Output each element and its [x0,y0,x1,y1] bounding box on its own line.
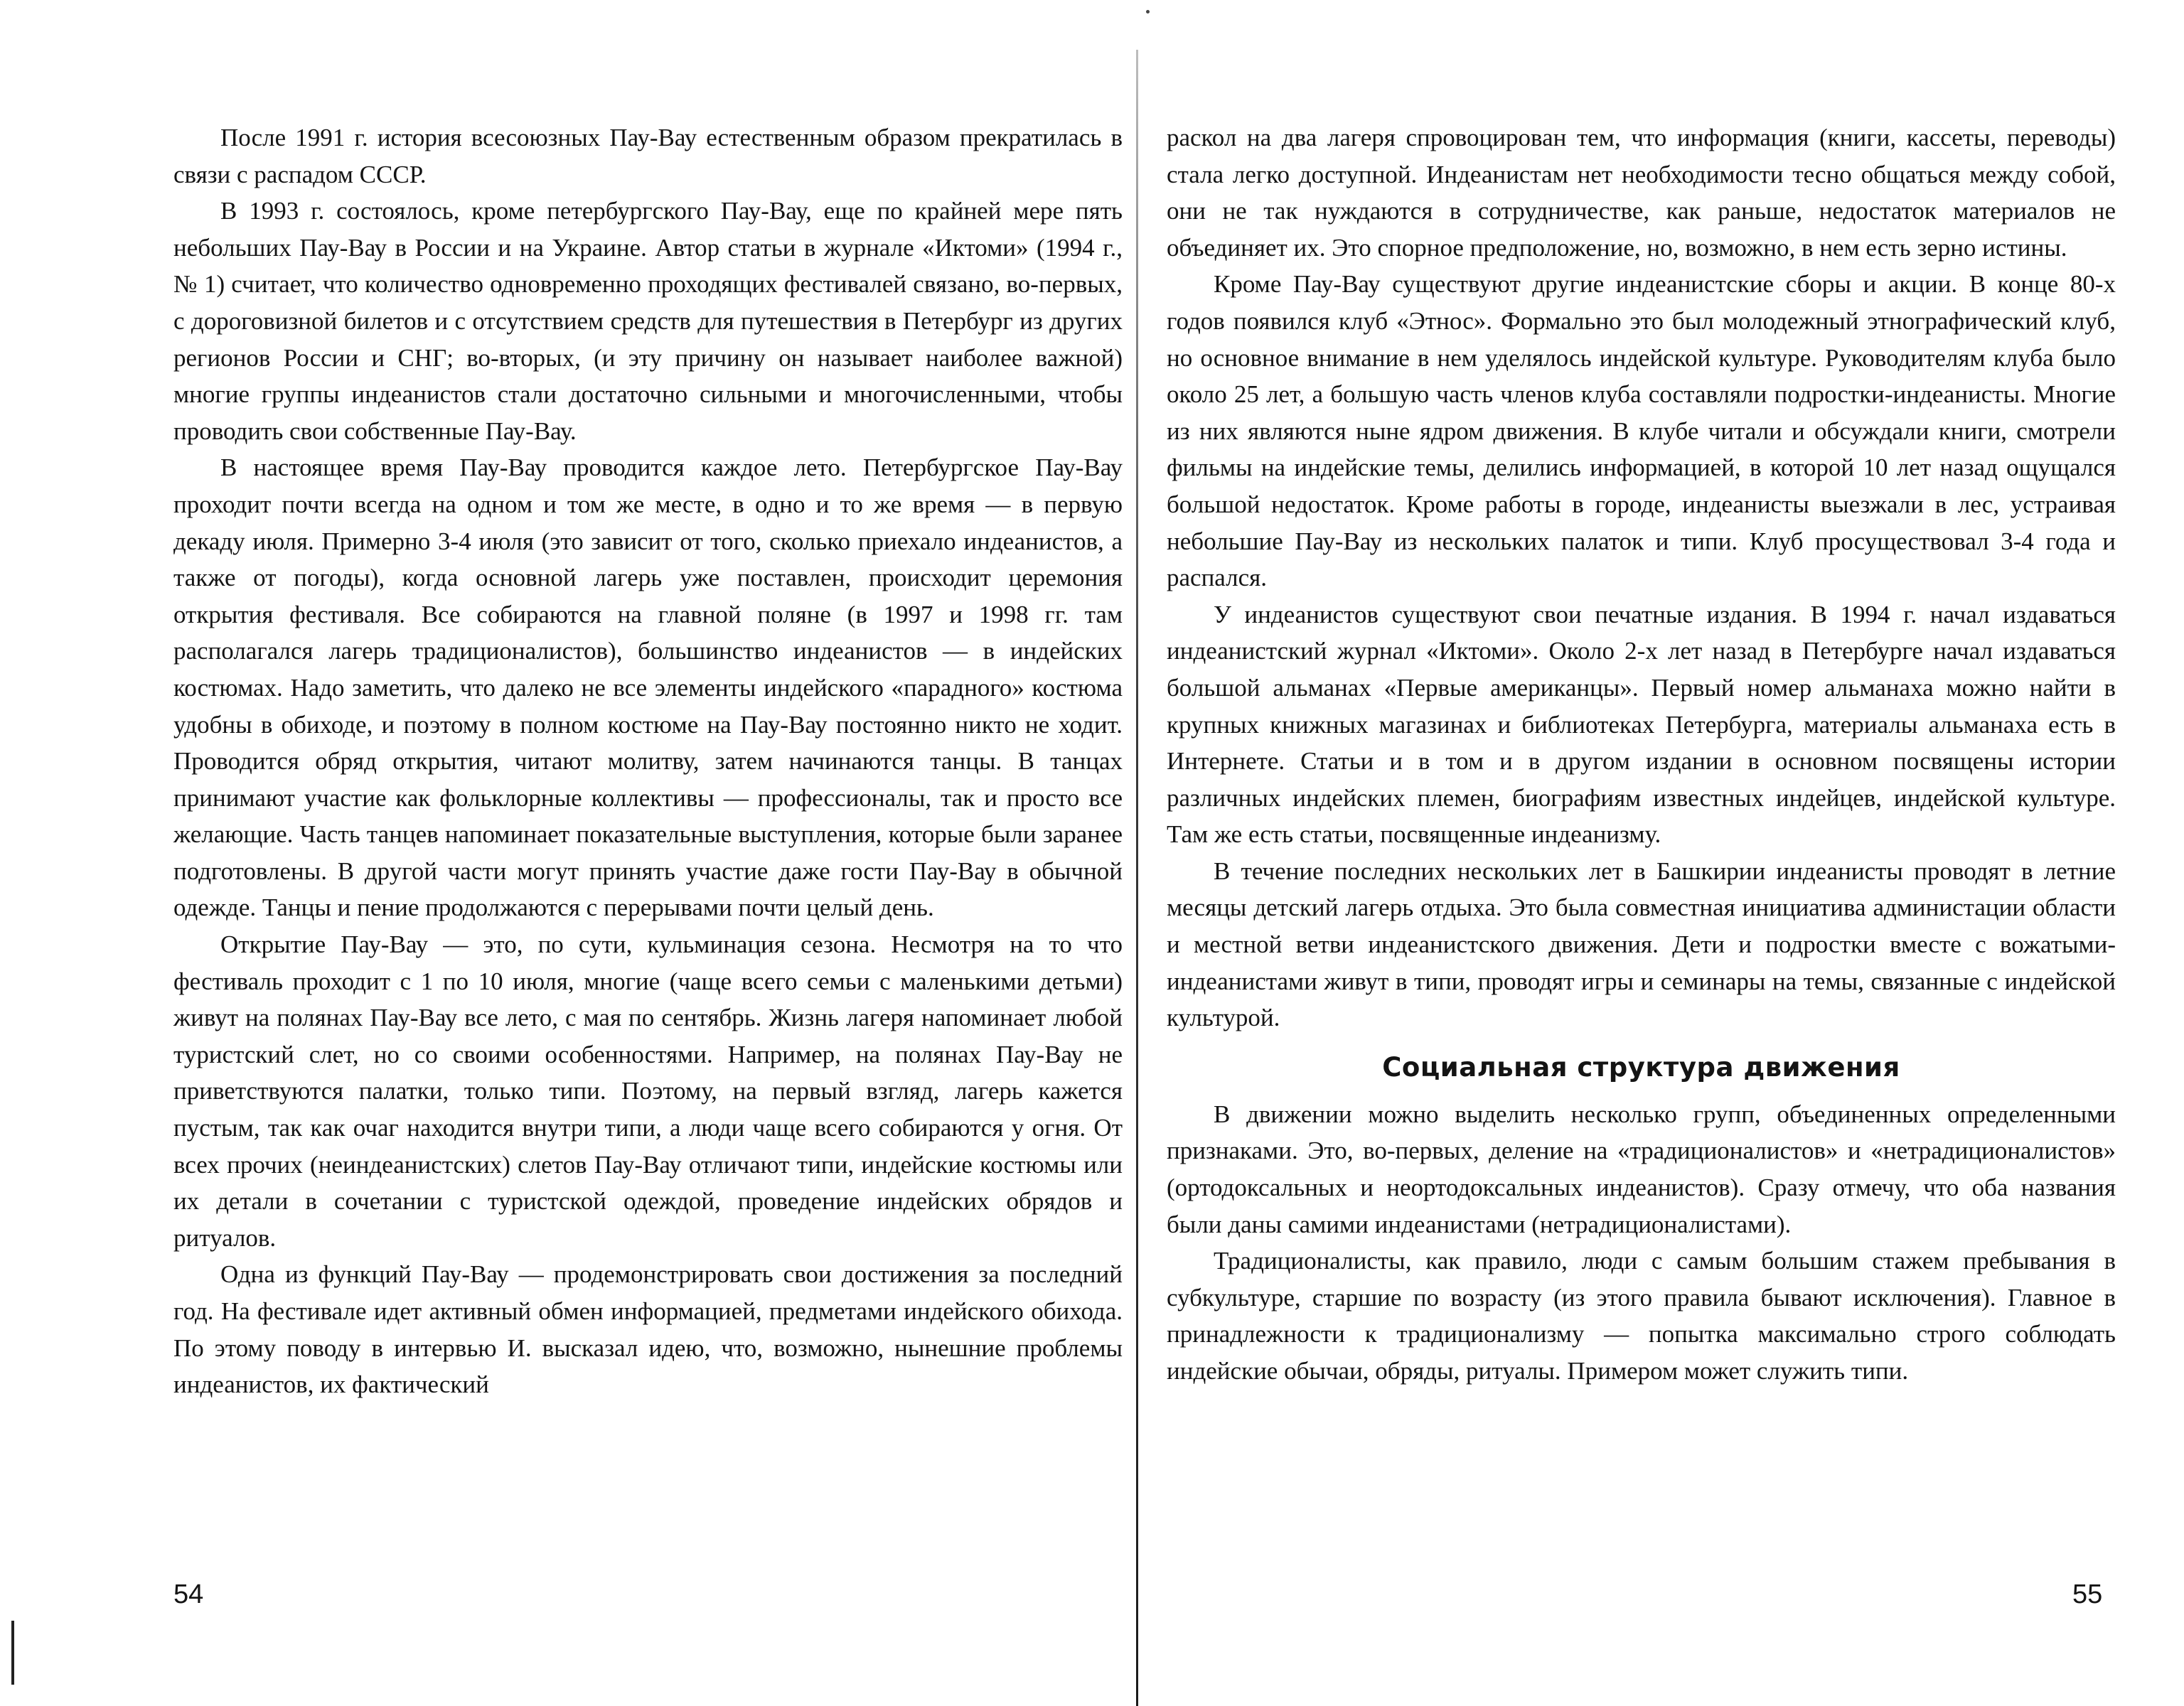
paragraph: раскол на два лагеря спровоцирован тем, что информация (книги, кассеты, переводы) стала легко доступной. Индеанистам нет необходимости тесно общаться между собой, они не так нуждаются в сотрудничестве, как раньше, недостаток материалов не объединяет их. Это спорное предположение, но, возможно, в нем есть зерно истины. [1167,124,2116,262]
book-gutter [1136,50,1138,1706]
paragraph: У индеанистов существуют свои печатные издания. В 1994 г. начал издаваться индеанистский журнал «Иктоми». Около 2-х лет назад в Петербурге начал издаваться большой альманах «Первые американцы». Первый номер альманаха можно найти в крупных книжных магазинах и библиотеках Петербурга, материалы альманаха есть в Интернете. Статьи и в том и в другом издании в основном посвящены истории различных индейских племен, биографиям известных индейцев, индейской культуре. Там же есть статьи, посвященные индеанизму. [1167,600,2116,849]
paragraph: После 1991 г. история всесоюзных Пау-Вау естественным образом прекратилась в связи с распадом СССР. [173,124,1123,188]
paragraph: Открытие Пау-Вау — это, по сути, кульминация сезона. Несмотря на то что фестиваль проходит с 1 по 10 июля, многие (чаще всего семьи с маленькими детьми) живут на полянах Пау-Вау все лето, с мая по сентябрь. Жизнь лагеря напоминает любой туристский слет, но со своими особенностями. Например, на полянах Пау-Вау не приветствуются палатки, только типи. Поэтому, на первый взгляд, лагерь кажется пустым, так как очаг находится внутри типи, а люди чаще всего собираются у огня. От всех прочих (неиндеанистских) слетов Пау-Вау отличают типи, индейские костюмы или их детали в сочетании с туристской одеждой, проведение индейских обрядов и ритуалов. [173,930,1123,1252]
left-page [173,119,1123,1403]
paragraph: В настоящее время Пау-Вау проводится каждое лето. Петербургское Пау-Вау проходит почти всегда на одном и том же месте, в одно и то же время — в первую декаду июля. Примерно 3-4 июля (это зависит от того, сколько приехало индеанистов, а также от погоды), когда основной лагерь уже поставлен, происходит церемония открытия фестиваля. Все собираются на главной поляне (в 1997 и 1998 гг. там располагался лагерь традиционалистов), большинство индеанистов — в индейских костюмах. Надо заметить, что далеко не все элементы индейского «парадного» костюма удобны в обиходе, и поэтому в полном костюме на Пау-Вау постоянно никто не ходит. Проводится обряд открытия, читают молитву, затем начинаются танцы. В танцах принимают участие как фольклорные коллективы — профессионалы, так и просто все желающие. Часть танцев напоминает показательные выступления, которые были заранее подготовлены. В другой части могут принять участие даже гости Пау-Вау в обычной одежде. Танцы и пение продолжаются с перерывами почти целый день. [173,454,1123,922]
scan-edge-mark [11,1621,14,1685]
paragraph: В 1993 г. состоялось, кроме петербургского Пау-Вау, еще по крайней мере пять небольших Пау-Вау в России и на Украине. Автор статьи в журнале «Иктоми» (1994 г., № 1) считает, что количество одновременно проходящих фестивалей связано, во-первых, с дороговизной билетов и с отсутствием средств для путешествия в Петербург из других регионов России и СНГ; во-вторых, (и эту причину он называет наиболее важной) многие группы индеанистов стали достаточно сильными и многочисленными, чтобы проводить свои собственные Пау-Вау. [173,197,1123,445]
paragraph: В движении можно выделить несколько групп, объединенных определенными признаками. Это, во-первых, деление на «традиционалистов» и «нетрадиционалистов» (ортодоксальных и неортодоксальных индеанистов). Сразу отмечу, что оба названия были даны самими индеанистами (нетрадиционалистами). [1167,1100,2116,1238]
paragraph: Одна из функций Пау-Вау — продемонстрировать свои достижения за последний год. На фестивале идет активный обмен информацией, предметами индейского обихода. По этому поводу в интервью И. высказал идею, что, возможно, нынешние проблемы индеанистов, их фактический [173,1260,1123,1399]
paragraph: Традиционалисты, как правило, люди с самым большим стажем пребывания в субкультуре, старшие по возрасту (из этого правила бывают исключения). Главное в принадлежности к традиционализму — попытка максимально строго соблюдать индейские обычаи, обряды, ритуалы. Примером может служить типи. [1167,1247,2116,1385]
paragraph: Кроме Пау-Вау существуют другие индеанистские сборы и акции. В конце 80-х годов появился клуб «Этнос». Формально это был молодежный этнографический клуб, но основное внимание в нем уделялось индейской культуре. Руководителям клуба было около 25 лет, а большую часть членов клуба составляли подростки-индеанисты. Многие из них являются ныне ядром движения. В клубе читали и обсуждали книги, смотрели фильмы на индейские темы, делились информацией, в которой 10 лет назад ощущался большой недостаток. Кроме работы в городе, индеанисты выезжали в лес, устраивая небольшие Пау-Вау из нескольких палаток и типи. Клуб просуществовал 3-4 года и распался. [1167,270,2116,592]
page-number-right: 55 [2072,1579,2103,1609]
section-heading: Социальная структура движения [1382,1051,1900,1083]
right-page [1167,119,2116,1390]
paragraph: В течение последних нескольких лет в Башкирии индеанисты проводят в летние месяцы детский лагерь отдыха. Это была совместная инициатива администации области и местной ветви индеанистского движения. Дети и подростки вместе с вожатыми-индеанистами живут в типи, проводят игры и семинары на темы, связанные с индейской культурой. [1167,857,2116,1032]
page-number-left: 54 [173,1579,204,1609]
scan-speck [1146,10,1150,14]
